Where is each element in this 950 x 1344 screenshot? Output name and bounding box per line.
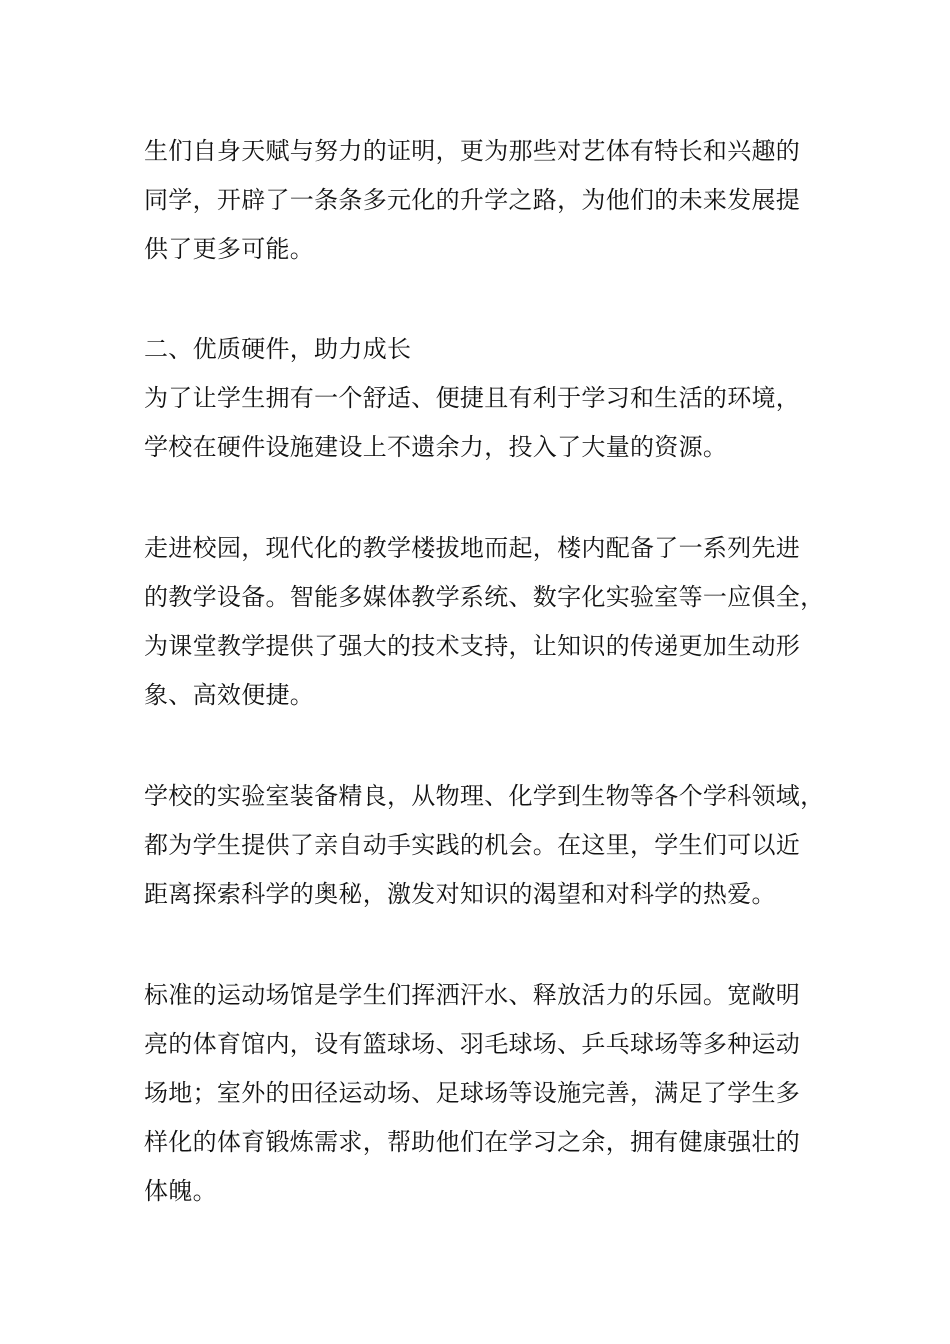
- text-line: 样化的体育锻炼需求，帮助他们在学习之余，拥有健康强壮的: [144, 1128, 801, 1156]
- text-line: 的教学设备。智能多媒体教学系统、数字化实验室等一应俱全，: [144, 583, 825, 611]
- text-line: 体魄。: [144, 1177, 217, 1205]
- text-line: 学校在硬件设施建设上不遗余力，投入了大量的资源。: [144, 433, 728, 461]
- text-line: 场地；室外的田径运动场、足球场等设施完善，满足了学生多: [144, 1079, 801, 1107]
- text-line: 供了更多可能。: [144, 235, 315, 263]
- text-line: 生们自身天赋与努力的证明，更为那些对艺体有特长和兴趣的: [144, 137, 801, 165]
- text-line: 象、高效便捷。: [144, 681, 315, 709]
- text-line: 为了让学生拥有一个舒适、便捷且有利于学习和生活的环境，: [144, 384, 801, 412]
- text-line: 走进校园，现代化的教学楼拔地而起，楼内配备了一系列先进: [144, 534, 801, 562]
- text-line: 亮的体育馆内，设有篮球场、羽毛球场、乒乓球场等多种运动: [144, 1030, 801, 1058]
- text-line: 同学，开辟了一条条多元化的升学之路，为他们的未来发展提: [144, 186, 801, 214]
- section-heading: 二、优质硬件，助力成长: [144, 335, 412, 363]
- text-line: 学校的实验室装备精良，从物理、化学到生物等各个学科领域，: [144, 782, 825, 810]
- text-line: 标准的运动场馆是学生们挥洒汗水、释放活力的乐园。宽敞明: [144, 981, 801, 1009]
- text-line: 为课堂教学提供了强大的技术支持，让知识的传递更加生动形: [144, 632, 801, 660]
- text-line: 都为学生提供了亲自动手实践的机会。在这里，学生们可以近: [144, 831, 801, 859]
- text-line: 距离探索科学的奥秘，激发对知识的渴望和对科学的热爱。: [144, 880, 776, 908]
